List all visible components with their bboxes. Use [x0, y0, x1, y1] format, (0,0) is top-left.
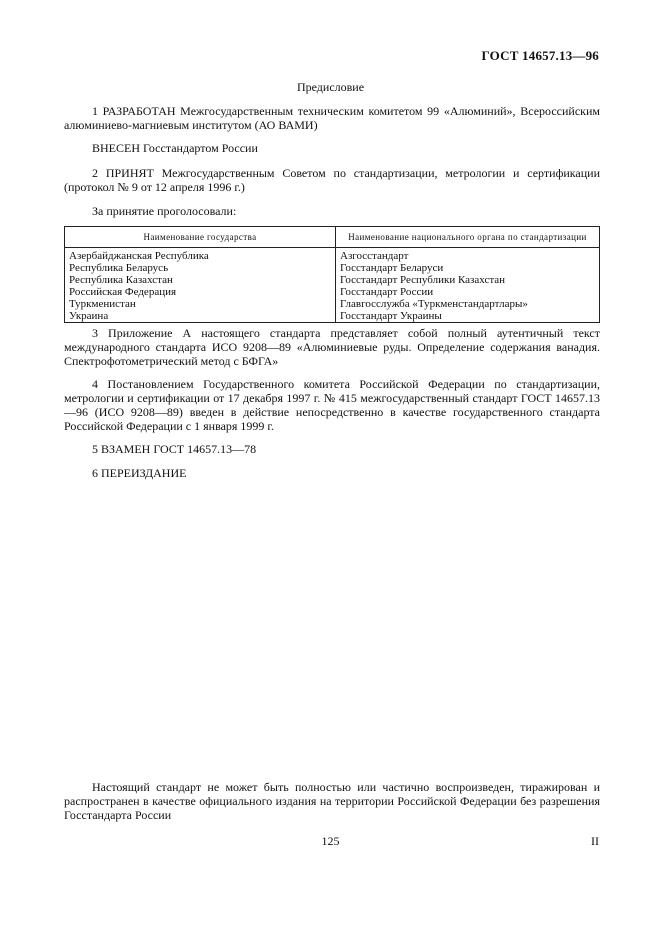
body-name: Госстандарт Республики Казахстан [340, 274, 506, 286]
body-name: Главгосслужба «Туркменстандартлары» [340, 298, 528, 310]
state-name: Украина [69, 310, 109, 322]
state-name: Туркменистан [69, 298, 136, 310]
table-header-state: Наименование государства [65, 227, 336, 248]
paragraph-copyright-notice: Настоящий стандарт не может быть полностью или частично воспроизведен, тиражирован и распространен в качестве официального издания на территории Российской Федерации без разрешения Госстандарта России [64, 780, 600, 822]
state-name: Азербайджанская Республика [69, 250, 209, 262]
page-number: 125 [321, 834, 340, 848]
states-column [65, 248, 336, 323]
paragraph-reissue: 6 ПЕРЕИЗДАНИЕ [92, 466, 187, 480]
document-code: ГОСТ 14657.13—96 [481, 48, 599, 63]
body-name: Госстандарт Украины [340, 310, 442, 322]
body-name: Азгосстандарт [340, 250, 409, 262]
paragraph-resolution: 4 Постановлением Государственного комитета Российской Федерации по стандартизации, метрологии и сертификации от 17 декабря 1997 г. № 415 межгосударственный стандарт ГОСТ 14657.13—96 (ИСО 9208—89) введен в действие непосредственно в качестве государственного стандарта Российской Федерации с 1 января 1999 г. [64, 377, 600, 433]
paragraph-replaces: 5 ВЗАМЕН ГОСТ 14657.13—78 [92, 442, 257, 456]
state-name: Республика Беларусь [69, 262, 169, 274]
paragraph-voted-for: За принятие проголосовали: [92, 204, 237, 218]
state-name: Республика Казахстан [69, 274, 173, 286]
state-name: Российская Федерация [69, 286, 177, 298]
table-header-body: Наименование национального органа по стандартизации [336, 227, 600, 248]
voting-table [64, 226, 600, 323]
paragraph-introduced-by: ВНЕСЕН Госстандартом России [92, 141, 258, 155]
page-roman-numeral: II [591, 834, 599, 848]
bodies-column [336, 248, 600, 323]
body-name: Госстандарт Беларуси [340, 262, 444, 274]
body-name: Госстандарт России [340, 286, 434, 298]
section-title: Предисловие [296, 80, 365, 94]
paragraph-annex-a: 3 Приложение А настоящего стандарта представляет собой полный аутентичный текст международного стандарта ИСО 9208—89 «Алюминиевые руды. Определение содержания ванадия. Спектрофотометрический метод с БФГА» [64, 326, 600, 368]
paragraph-adopted-by: 2 ПРИНЯТ Межгосударственным Советом по стандартизации, метрологии и сертификации (протокол № 9 от 12 апреля 1996 г.) [64, 166, 600, 194]
paragraph-developed-by: 1 РАЗРАБОТАН Межгосударственным техническим комитетом 99 «Алюминий», Всероссийским алюминиево-магниевым институтом (АО ВАМИ) [64, 104, 600, 132]
